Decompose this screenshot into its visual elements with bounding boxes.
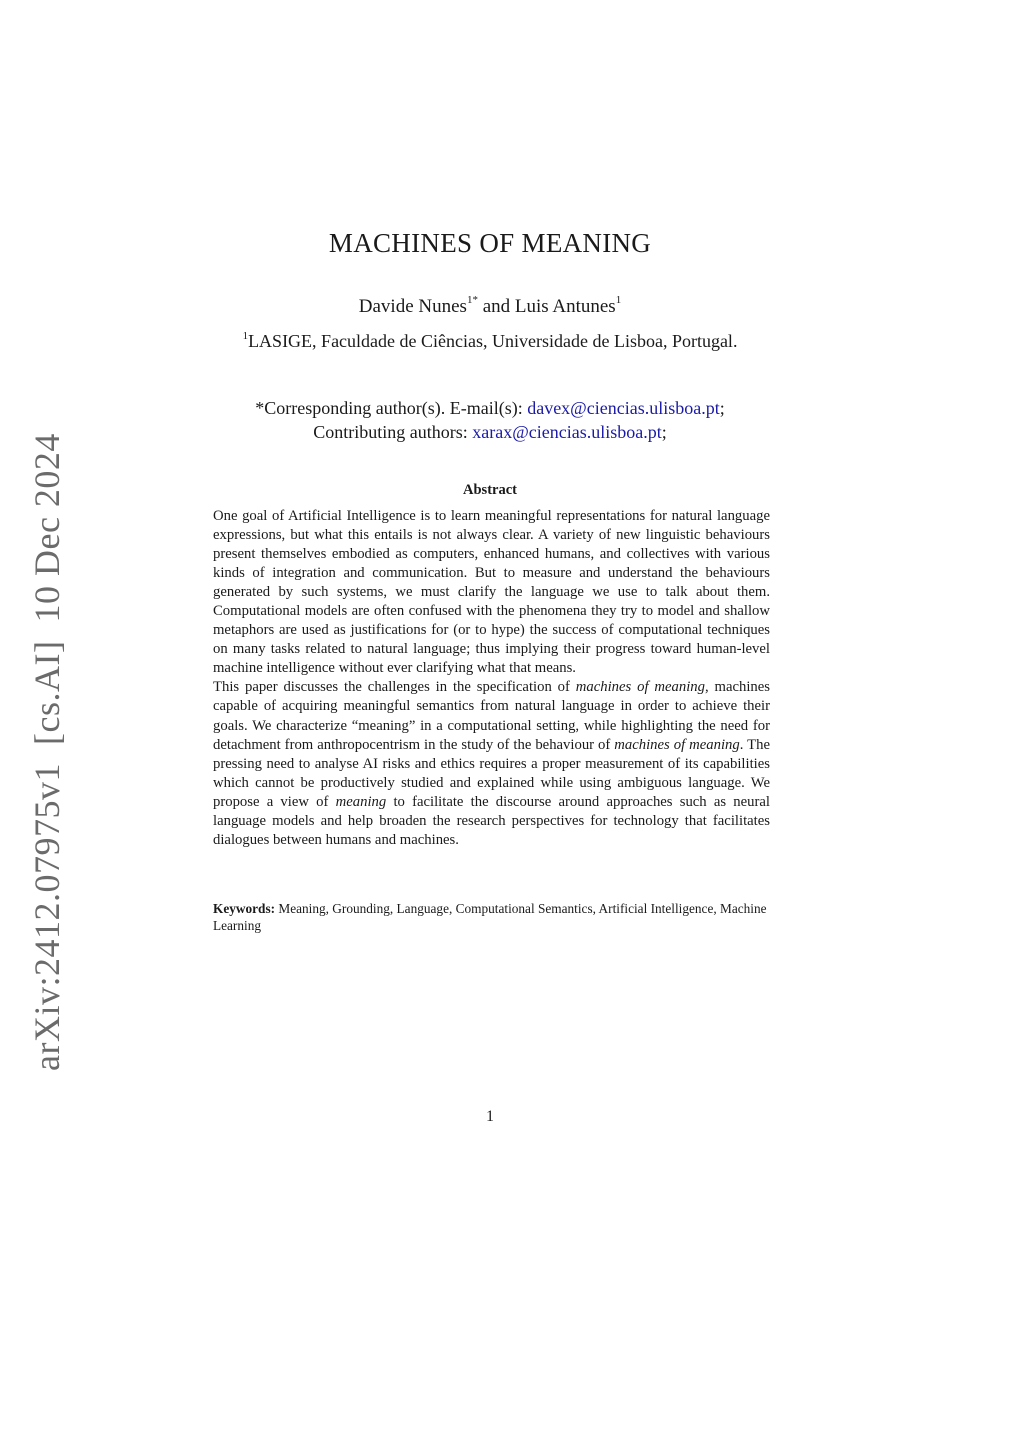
paper-title: MACHINES OF MEANING (328, 228, 652, 258)
abstract-body (213, 507, 770, 850)
abstract-text: . The pressing need to analyse AI risks and ethics requires a proper measurement of its capabilities which cannot be productively studied and explained while using ambiguous language. We propose a view of (213, 736, 770, 810)
abstract-paragraph: One goal of Artificial Intelligence is to learn meaningful representations for natural language expressions, but what this entails is not always clear. A variety of new linguistic behaviours present themselves embodied as computers, enhanced humans, and collectives with various kinds of integration and communication. But to measure and understand the behaviours generated by such systems, we must clarify the language we use to talk about them. Computational models are often confused with the phenomena they try to model and shallow metaphors are used as justifications for (or to hype) the success of computational techniques on many tasks related to natural language; thus implying their progress toward human-level machine intelligence without ever clarifying what that means. (213, 508, 770, 677)
author-name: Davide Nunes (358, 296, 467, 317)
contributing-authors-line (0, 420, 980, 444)
page-number: 1 (486, 1108, 494, 1125)
author-conjunction: and (477, 296, 515, 317)
corresponding-email-link[interactable]: davex@ciencias.ulisboa.pt (527, 398, 720, 418)
author-name: Luis Antunes (514, 296, 616, 317)
keywords-list: Meaning, Grounding, Language, Computational Semantics, Artificial Intelligence, Machine Learning (213, 901, 767, 933)
abstract-emphasis: meaning (335, 793, 387, 810)
arxiv-date: 10 Dec 2024 (27, 433, 67, 623)
corresponding-prefix: *Corresponding author(s). E-mail(s): (255, 398, 528, 418)
abstract-paragraph (213, 678, 770, 849)
affiliation-mark: 1 (242, 330, 249, 342)
arxiv-id: arXiv:2412.07975v1 (27, 762, 67, 1071)
abstract-emphasis: machines of meaning (575, 679, 705, 696)
contributing-prefix: Contributing authors: (313, 422, 473, 442)
author-line (0, 294, 980, 318)
contributing-email-link[interactable]: xarax@ciencias.ulisboa.pt (472, 422, 662, 442)
abstract-text: to facilitate the discourse around approaches such as neural language models and help broaden the research perspectives for technology that facilitates dialogues between humans and machines. (213, 793, 770, 848)
author-affiliation-mark: 1 (615, 294, 622, 306)
email-separator: ; (719, 398, 725, 418)
abstract-text: This paper discusses the challenges in the specification of (213, 679, 576, 696)
keywords-label: Keywords: (213, 901, 276, 916)
abstract-emphasis: machines of meaning (614, 736, 740, 753)
affiliation (0, 330, 980, 352)
abstract-text: , machines capable of acquiring meaningful semantics from natural language in order to achieve their goals. We characterize “meaning” in a computational setting, while highlighting the need for detachment from anthropocentrism in the study of the behaviour of (213, 679, 771, 753)
abstract-heading: Abstract (463, 482, 517, 498)
affiliation-text: LASIGE, Faculdade de Ciências, Universidade de Lisboa, Portugal. (248, 331, 738, 351)
author-affiliation-mark: 1* (466, 294, 478, 306)
correspondence-block (0, 396, 980, 444)
corresponding-author-line (0, 396, 980, 420)
arxiv-category: [cs.AI] (27, 640, 67, 745)
email-separator: ; (661, 422, 667, 442)
arxiv-identifier-stamp (26, 433, 68, 1071)
keywords (213, 901, 770, 934)
